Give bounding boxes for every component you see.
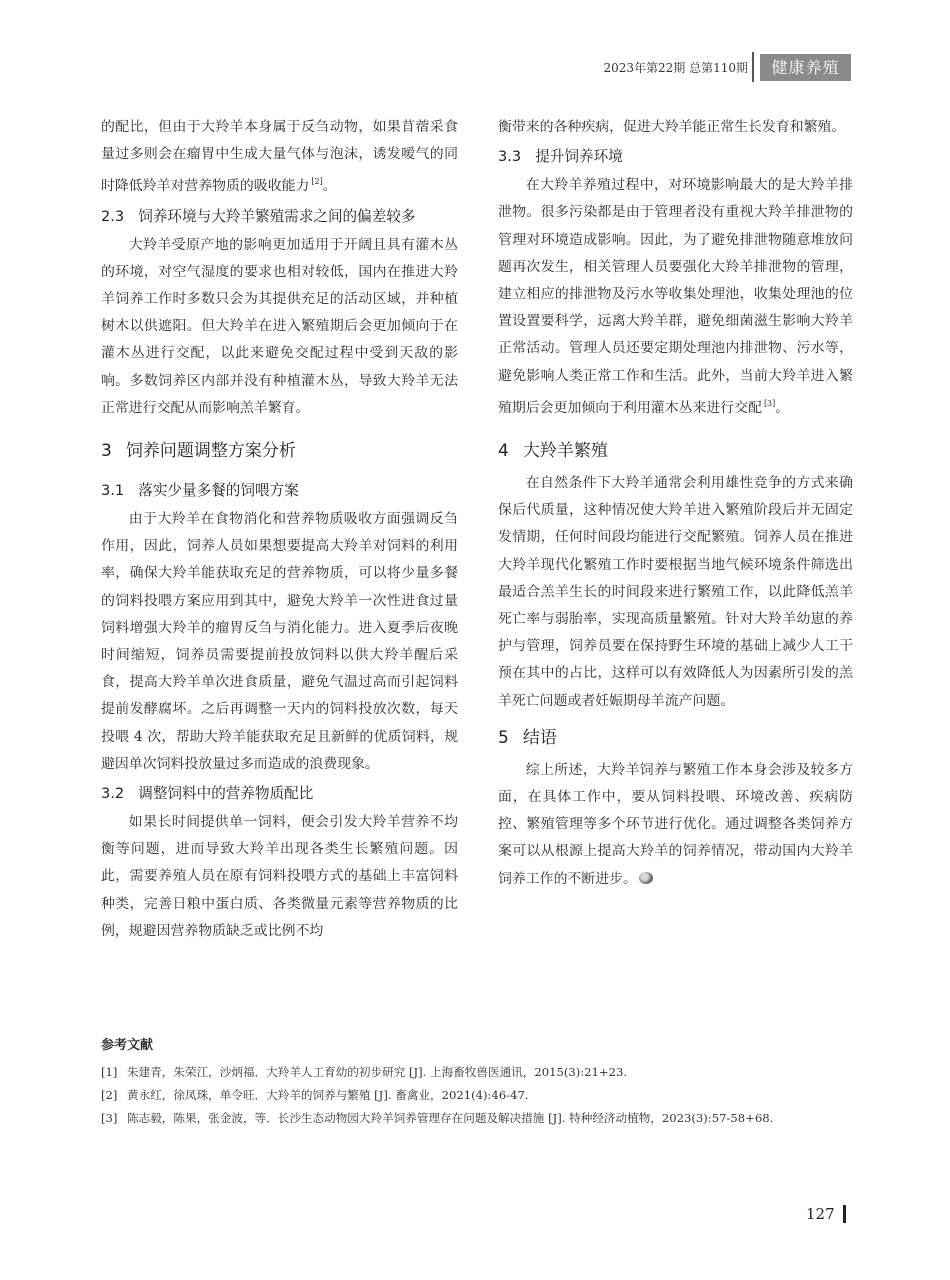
references-section — [101, 1036, 861, 1130]
reference-item — [101, 1107, 861, 1130]
reference-item — [101, 1061, 861, 1084]
paragraph-3-3: 在大羚羊养殖过程中，对环境影响最大的是大羚羊排泄物。很多污染都是由于管理者没有重视大羚羊排泄物的管理对环境造成影响。因此，为了避免排泄物随意堆放问题再次发生，相关管理人员要强化大羚羊排泄物的管理，建立相应的排泄物及污水等收集处理池，收集处理池的位置设置要科学，远离大羚羊群，避免细菌滋生影响大羚羊正常活动。管理人员还要定期处理池内排泄物、污水等，避免影响人类正常工作和生活。此外，当前大羚羊进入繁殖期后会更加倾向于利用灌木丛来进行交配 [3]。 — [498, 177, 853, 416]
header-divider — [752, 52, 754, 82]
paragraph-3-2: 如果长时间提供单一饲料，便会引发大羚羊营养不均衡等问题，进而导致大羚羊出现各类生长繁殖问题。因此，需要养殖人员在原有饲料投喂方式的基础上丰富饲料种类，完善日粮中蛋白质、各类微量元素等营养物质的比例，规避因营养物质缺乏或比例不均 — [101, 814, 458, 939]
right-column — [498, 114, 853, 893]
heading-5: 5 结语 — [498, 727, 557, 748]
paragraph-5: 综上所述，大羚羊饲养与繁殖工作本身会涉及较多方面，在具体工作中，要从饲料投喂、环境改善、疾病防控、繁殖管理等多个环节进行优化。通过调整各类饲养方案可以从根源上提高大羚羊的饲养情况，带动国内大羚羊饲养工作的不断进步。 — [498, 761, 853, 887]
reference-number: [3] — [101, 1111, 118, 1125]
reference-number: [1] — [101, 1065, 118, 1079]
page-number: 127 — [806, 1205, 835, 1223]
reference-item — [101, 1084, 861, 1107]
reference-text: 朱建青，朱荣江，沙炳福．大羚羊人工育幼的初步研究 [J]. 上海畜牧兽医通讯，2015(3):21+23. — [127, 1065, 628, 1079]
left-column — [101, 114, 458, 945]
reference-number: [2] — [101, 1088, 118, 1102]
citation-3: [3] — [763, 398, 776, 408]
page-number-bar — [843, 1205, 846, 1223]
heading-3-3: 3.3 提升饲养环境 — [498, 148, 623, 166]
heading-3-1: 3.1 落实少量多餐的饲喂方案 — [101, 482, 299, 500]
heading-2-3: 2.3 饲养环境与大羚羊繁殖需求之间的偏差较多 — [101, 207, 416, 225]
heading-3-2: 3.2 调整饲料中的营养物质配比 — [101, 785, 314, 803]
reference-text: 陈志毅，陈果，张金波，等．长沙生态动物园大羚羊饲养管理存在问题及解决措施 [J]. 特种经济动植物，2023(3):57-58+68. — [127, 1111, 774, 1125]
paragraph-3-1: 由于大羚羊在食物消化和营养物质吸收方面强调反刍作用，因此，饲养人员如果想要提高大羚羊对饲料的利用率，确保大羚羊能获取充足的营养物质，可以将少量多餐的饲料投喂方案应用到其中，避免大羚羊一次性进食过量饲料增强大羚羊的瘤胃反刍与消化能力。进入夏季后夜晚时间缩短，饲养员需要提前投放饲料以供大羚羊醒后采食，提高大羚羊单次进食质量，避免气温过高而引起饲料提前发酵腐坏。之后再调整一天内的饲料投放次数，每天投喂 4 次，帮助大羚羊能获取充足且新鲜的优质饲料，规避因单次饲料投放量过多而造成的浪费现象。 — [101, 511, 458, 772]
journal-logo-icon — [639, 872, 653, 884]
citation-2: [2] — [311, 177, 323, 187]
reference-text: 黄永红，徐凤珠，单令旺．大羚羊的饲养与繁殖 [J]. 畜禽业，2021(4):46-47. — [127, 1088, 529, 1102]
paragraph-2-3: 大羚羊受原产地的影响更加适用于开阔且具有灌木丛的环境，对空气湿度的要求也相对较低，国内在推进大羚羊饲养工作时多数只会为其提供充足的活动区域，并种植树木以供遮阳。但大羚羊在进入繁殖期后会更加倾向于在灌木丛进行交配，以此来避免交配过程中受到天敌的影响。多数饲养区内部并没有种植灌木丛，导致大羚羊无法正常进行交配从而影响羔羊繁育。 — [101, 236, 458, 416]
issue-info: 2023年第22期 总第110期 — [603, 61, 748, 75]
paragraph-continuation: 衡带来的各种疾病，促进大羚羊能正常生长发育和繁殖。 — [498, 119, 846, 135]
paragraph-4: 在自然条件下大羚羊通常会利用雄性竞争的方式来确保后代质量，这种情况使大羚羊进入繁殖阶段后并无固定发情期，任何时间段均能进行交配繁殖。饲养人员在推进大羚羊现代化繁殖工作时要根据当地气候环境条件筛选出最适合羔羊生长的时间段来进行繁殖工作，以此降低羔羊死亡率与弱胎率，实现高质量繁殖。针对大羚羊幼崽的养护与管理，饲养员要在保持野生环境的基础上减少人工干预在其中的占比，这样可以有效降低人为因素所引发的羔羊死亡问题或者妊娠期母羊流产问题。 — [498, 475, 853, 709]
heading-4: 4 大羚羊繁殖 — [498, 441, 608, 462]
references-title: 参考文献 — [101, 1038, 154, 1053]
paragraph-intro: 的配比，但由于大羚羊本身属于反刍动物，如果苜蓿采食量过多则会在瘤胃中生成大量气体与泡沫，诱发嗳气的同时降低羚羊对营养物质的吸收能力 [2]。 — [101, 119, 458, 195]
journal-section-badge: 健康养殖 — [760, 54, 851, 81]
heading-3: 3 饲养问题调整方案分析 — [101, 441, 296, 462]
